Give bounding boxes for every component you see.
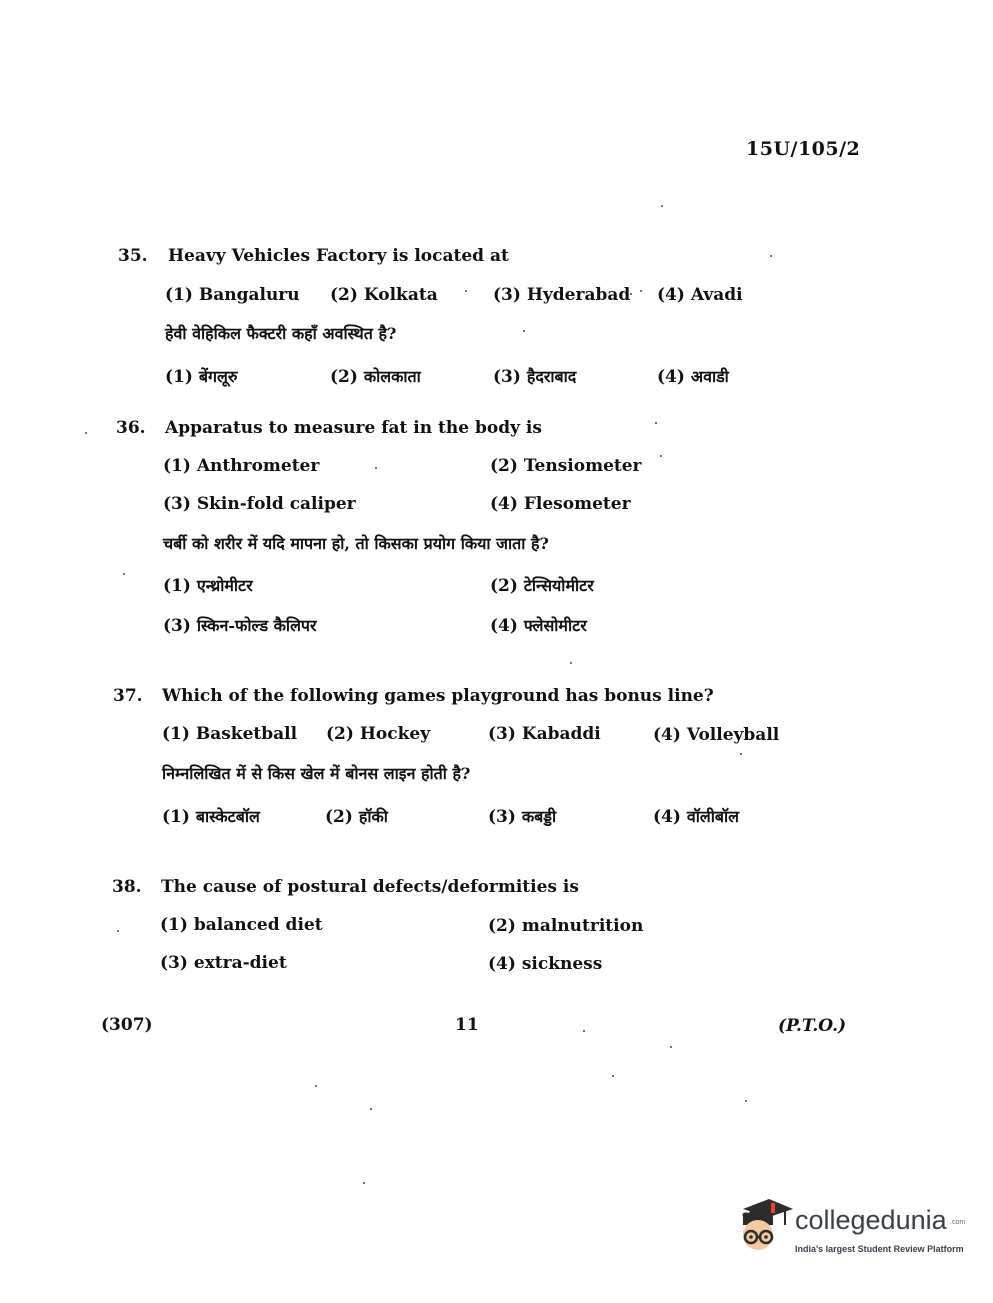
scan-speck	[770, 255, 772, 257]
option-1-en: (1) Anthrometer	[163, 456, 320, 476]
scan-speck	[670, 1046, 672, 1048]
scan-speck	[661, 205, 663, 207]
question-text-hi: निम्नलिखित में से किस खेल में बोनस लाइन होती है?	[162, 764, 471, 783]
option-2-en: (2) Kolkata	[330, 285, 438, 305]
option-3-hi: (3) हैदराबाद	[493, 367, 577, 387]
scan-speck	[123, 573, 125, 575]
scan-speck	[465, 290, 467, 292]
paper-number: (307)	[101, 1015, 153, 1035]
scan-speck	[363, 1182, 365, 1184]
logo-tagline: India's largest Student Review Platform	[795, 1244, 964, 1254]
page-number: 11	[455, 1015, 479, 1035]
question-text-en: Apparatus to measure fat in the body is	[165, 418, 542, 438]
option-2-hi: (2) टेन्सियोमीटर	[490, 576, 594, 596]
scan-speck	[612, 1075, 614, 1077]
paper-code: 15U/105/2	[746, 138, 861, 160]
option-2-hi: (2) कोलकाता	[330, 367, 421, 387]
scan-speck	[655, 422, 657, 424]
question-text-en: Heavy Vehicles Factory is located at	[168, 246, 509, 266]
question-number: 36.	[116, 418, 146, 438]
option-4-en: (4) Volleyball	[653, 725, 780, 745]
question-text-hi: हेवी वेहिकिल फैक्टरी कहाँ अवस्थित है?	[165, 324, 397, 343]
option-3-en: (3) Hyderabad	[493, 285, 631, 305]
pto-label: (P.T.O.)	[778, 1016, 847, 1036]
scan-speck	[375, 467, 377, 469]
logo-domain: .com	[950, 1219, 966, 1226]
question-text-en: Which of the following games playground has bonus line?	[162, 686, 714, 706]
option-4-en: (4) Avadi	[657, 285, 743, 305]
question-number: 35.	[118, 246, 148, 266]
question-number: 38.	[112, 877, 142, 897]
scan-speck	[745, 1100, 747, 1102]
scan-speck	[315, 1085, 317, 1087]
option-3-hi: (3) कबड्डी	[488, 807, 557, 827]
option-2-en: (2) Hockey	[326, 724, 431, 744]
mascot-icon	[735, 1195, 795, 1265]
option-1-hi: (1) एन्थ्रोमीटर	[163, 576, 253, 596]
scan-speck	[640, 290, 642, 292]
option-2-en: (2) malnutrition	[488, 916, 644, 936]
scan-speck	[85, 432, 87, 434]
collegedunia-logo	[735, 1195, 965, 1265]
scan-speck	[583, 1030, 585, 1032]
option-3-hi: (3) स्किन-फोल्ड कैलिपर	[163, 616, 317, 636]
question-number: 37.	[113, 686, 143, 706]
scan-speck	[523, 330, 525, 332]
option-4-en: (4) Flesometer	[490, 494, 631, 514]
question-text-hi: चर्बी को शरीर में यदि मापना हो, तो किसका प्रयोग किया जाता है?	[163, 534, 549, 553]
option-3-en: (3) Skin-fold caliper	[163, 494, 356, 514]
question-text-en: The cause of postural defects/deformities is	[161, 877, 579, 897]
option-1-en: (1) Bangaluru	[165, 285, 300, 305]
option-4-en: (4) sickness	[488, 954, 603, 974]
scan-speck	[740, 753, 742, 755]
option-1-hi: (1) बास्केटबॉल	[162, 807, 260, 827]
option-1-en: (1) Basketball	[162, 724, 298, 744]
option-4-hi: (4) फ्लेसोमीटर	[490, 616, 587, 636]
logo-brand: collegedunia	[795, 1205, 947, 1235]
scan-speck	[117, 930, 119, 932]
scan-speck	[660, 455, 662, 457]
option-4-hi: (4) अवाडी	[657, 367, 729, 387]
scan-speck	[370, 1108, 372, 1110]
scan-speck	[630, 293, 632, 295]
option-1-hi: (1) बेंगलूरु	[165, 367, 238, 387]
option-2-hi: (2) हॉकी	[325, 807, 388, 827]
option-4-hi: (4) वॉलीबॉल	[653, 807, 740, 827]
option-1-en: (1) balanced diet	[160, 915, 323, 935]
option-3-en: (3) extra-diet	[160, 953, 287, 973]
option-3-en: (3) Kabaddi	[488, 724, 601, 744]
scan-speck	[570, 662, 572, 664]
option-2-en: (2) Tensiometer	[490, 456, 642, 476]
